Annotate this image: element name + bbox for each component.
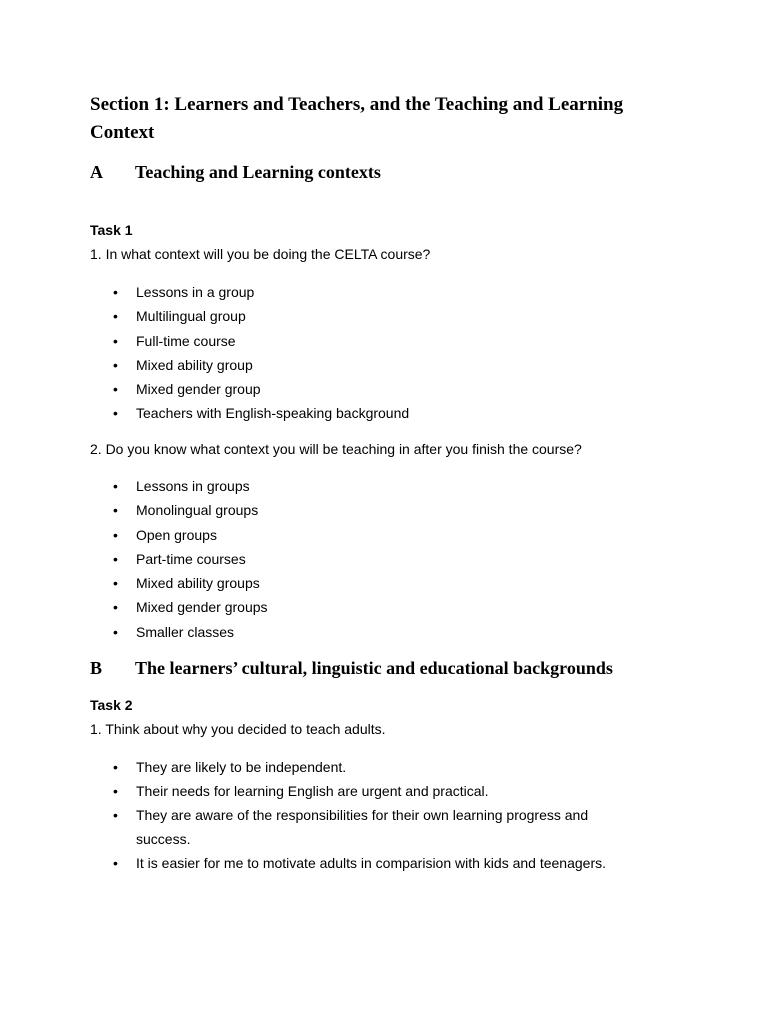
task1-label: Task 1 — [90, 222, 133, 238]
task1-question-2: 2. Do you know what context you will be teaching in after you finish the course? — [90, 441, 582, 457]
list-item: • Mixed ability group — [113, 356, 253, 373]
list-item: • They are likely to be independent. — [113, 759, 347, 775]
list-item: • Monolingual groups — [113, 502, 259, 519]
list-item: • Mixed gender group — [113, 381, 261, 398]
subsection-a-heading — [90, 160, 381, 184]
list-item: • Mixed ability groups — [113, 575, 260, 592]
list-item: • Multilingual group — [113, 308, 246, 325]
task1-question-1: 1. In what context will you be doing the CELTA course? — [90, 246, 431, 262]
section-title: Section 1: Learners and Teachers, and the Teaching and Learning Context — [90, 94, 624, 143]
task2-label: Task 2 — [90, 697, 133, 713]
list-item: • Open groups — [113, 526, 217, 543]
task1-q1-list — [0, 280, 626, 426]
list-item: • They are aware of the responsibilities for their own learning progress and success. — [113, 807, 589, 847]
subsection-b-title: The learners’ cultural, linguistic and educational backgrounds — [135, 658, 613, 678]
subsection-a-letter: A — [90, 162, 103, 182]
task2-question-1: 1. Think about why you decided to teach adults. — [90, 721, 386, 737]
list-item: • Their needs for learning English are urgent and practical. — [113, 783, 489, 799]
list-item: • Smaller classes — [113, 623, 235, 640]
list-item: • Part-time courses — [113, 550, 246, 567]
list-item: • Teachers with English-speaking background — [113, 405, 410, 422]
subsection-b-letter: B — [90, 658, 103, 678]
list-item: • Mixed gender groups — [113, 599, 268, 616]
subsection-b-heading — [90, 656, 613, 680]
list-item: • Lessons in groups — [113, 478, 250, 494]
subsection-a-title: Teaching and Learning contexts — [135, 162, 381, 182]
task1-q2-list — [0, 474, 626, 644]
list-item: • Full-time course — [113, 332, 236, 349]
task2-q1-list — [0, 755, 626, 875]
list-item: • Lessons in a group — [113, 284, 255, 300]
list-item: • It is easier for me to motivate adults in comparision with kids and teenagers. — [113, 855, 606, 871]
